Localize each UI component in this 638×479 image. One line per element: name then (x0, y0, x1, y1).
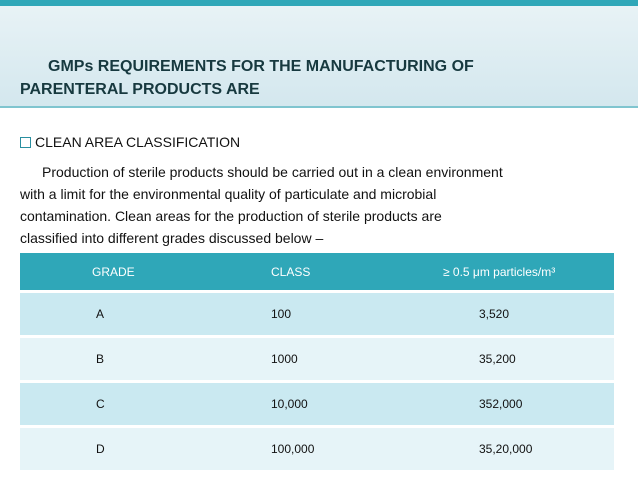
table-header-row (20, 253, 614, 292)
cell-grade: A (20, 292, 239, 337)
cell-grade: C (20, 382, 239, 427)
paragraph-line: contamination. Clean areas for the production of sterile products are (20, 208, 442, 224)
table-row (20, 337, 614, 382)
cell-grade: D (20, 427, 239, 471)
title-divider (0, 106, 638, 108)
header-class: CLASS (239, 253, 419, 292)
paragraph-line: classified into different grades discussed below – (20, 230, 324, 246)
header-grade: GRADE (20, 253, 239, 292)
checkbox-bullet-icon (20, 137, 31, 148)
table-row (20, 292, 614, 337)
table-row (20, 427, 614, 471)
cell-grade: B (20, 337, 239, 382)
table-row (20, 382, 614, 427)
body-paragraph (20, 161, 620, 249)
cell-particles: 3,520 (419, 292, 614, 337)
paragraph-line: with a limit for the environmental quality of particulate and microbial (20, 186, 437, 202)
cell-class: 100 (239, 292, 419, 337)
cell-class: 10,000 (239, 382, 419, 427)
title-line-1: GMPs REQUIREMENTS FOR THE MANUFACTURING OF (48, 58, 474, 75)
slide-title (20, 55, 610, 101)
cell-particles: 35,20,000 (419, 427, 614, 471)
paragraph-line: Production of sterile products should be carried out in a clean environment (42, 164, 503, 180)
section-heading (20, 134, 240, 150)
header-particles: ≥ 0.5 μm particles/m³ (419, 253, 614, 292)
cell-class: 1000 (239, 337, 419, 382)
title-line-2: PARENTERAL PRODUCTS ARE (20, 81, 260, 98)
cell-particles: 35,200 (419, 337, 614, 382)
clean-area-table (20, 253, 614, 470)
section-heading-text: CLEAN AREA CLASSIFICATION (35, 134, 241, 150)
cell-class: 100,000 (239, 427, 419, 471)
cell-particles: 352,000 (419, 382, 614, 427)
accent-strip (0, 0, 638, 6)
